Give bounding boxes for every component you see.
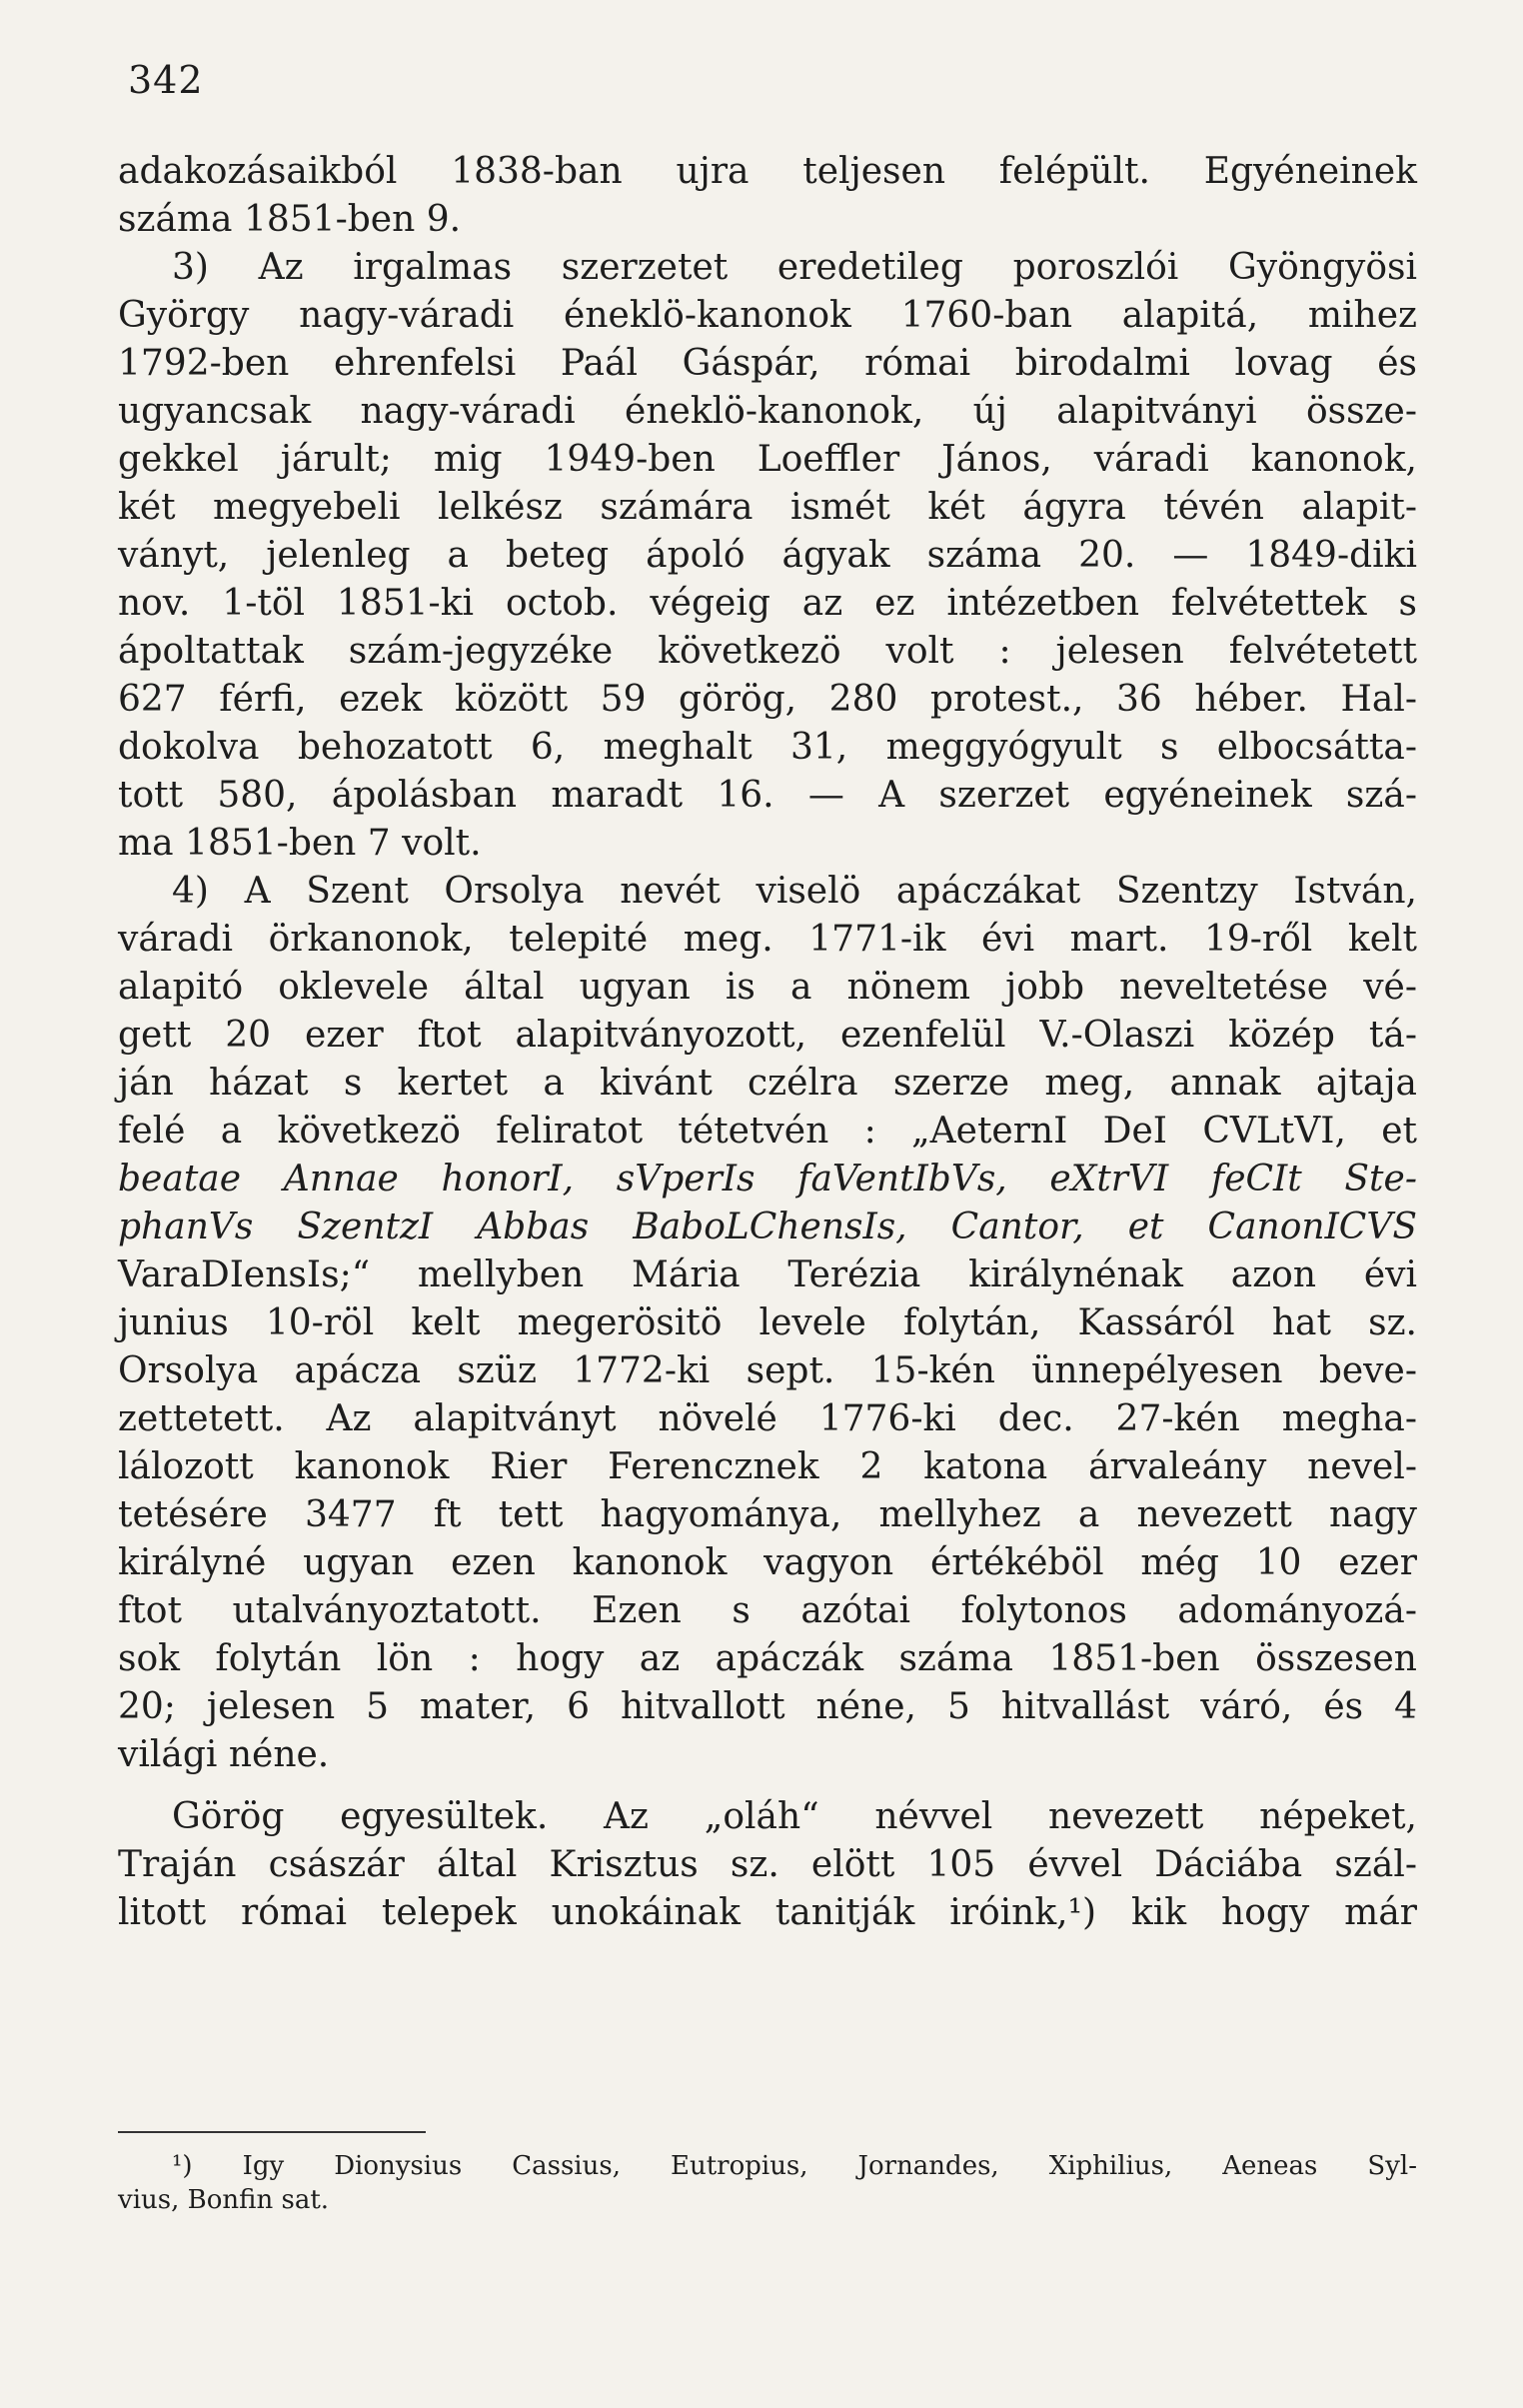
text-line: ugyancsak nagy-váradi éneklö-kanonok, új alapitványi össze- bbox=[118, 391, 1417, 432]
footnote-line: vius, Bonfin sat. bbox=[118, 2185, 330, 2215]
text-line: felé a következö feliratot tétetvén : „AeternI DeI CVLtVI, et bbox=[118, 1111, 1417, 1152]
page-number: 342 bbox=[128, 58, 204, 102]
footnote-line: ¹) Igy Dionysius Cassius, Eutropius, Jornandes, Xiphilius, Aeneas Syl- bbox=[172, 2151, 1417, 2181]
text-line: váradi örkanonok, telepité meg. 1771-ik évi mart. 19-ről kelt bbox=[118, 919, 1417, 960]
text-line: phanVs SzentzI Abbas BaboLChensIs, Cantor, et CanonICVS bbox=[118, 1206, 1417, 1247]
text-line: Görög egyesültek. Az „oláh“ névvel nevezett népeket, bbox=[172, 1796, 1417, 1837]
text-line: lálozott kanonok Rier Ferencznek 2 katona árvaleány nevel- bbox=[118, 1446, 1417, 1487]
text-line: György nagy-váradi éneklö-kanonok 1760-ban alapitá, mihez bbox=[118, 295, 1417, 336]
footnote-divider bbox=[118, 2131, 426, 2133]
body-text bbox=[118, 148, 1417, 1937]
text-line: junius 10-röl kelt megerösitö levele folytán, Kassáról hat sz. bbox=[118, 1302, 1417, 1343]
text-line: gekkel járult; mig 1949-ben Loeffler János, váradi kanonok, bbox=[118, 439, 1417, 480]
text-line: sok folytán lön : hogy az apáczák száma 1851-ben összesen bbox=[118, 1638, 1417, 1679]
text-line: beatae Annae honorI, sVperIs faVentIbVs, eXtrVI feCIt Ste- bbox=[118, 1159, 1417, 1200]
text-line: 4) A Szent Orsolya nevét viselö apáczákat Szentzy István, bbox=[172, 871, 1417, 912]
text-line: Orsolya apácza szüz 1772-ki sept. 15-kén ünnepélyesen beve- bbox=[118, 1350, 1417, 1391]
text-line: VaraDIensIs;“ mellyben Mária Terézia királynénak azon évi bbox=[118, 1254, 1417, 1295]
text-line: gett 20 ezer ftot alapitványozott, ezenfelül V.-Olaszi közép tá- bbox=[118, 1015, 1417, 1056]
text-line: litott római telepek unokáinak tanitják iróink,¹) kik hogy már bbox=[118, 1892, 1417, 1933]
text-line: ma 1851-ben 7 volt. bbox=[118, 823, 482, 864]
text-line: ápoltattak szám-jegyzéke következö volt : jelesen felvétetett bbox=[118, 631, 1417, 672]
text-line: alapitó oklevele által ugyan is a nönem jobb neveltetése vé- bbox=[118, 967, 1417, 1008]
text-line: száma 1851-ben 9. bbox=[118, 199, 462, 240]
text-line: adakozásaikból 1838-ban ujra teljesen felépült. Egyéneinek bbox=[118, 151, 1417, 192]
text-line: ványt, jelenleg a beteg ápoló ágyak száma 20. — 1849-diki bbox=[118, 535, 1417, 576]
text-line: 627 férfi, ezek között 59 görög, 280 protest., 36 héber. Hal- bbox=[118, 679, 1417, 720]
text-line: zettetett. Az alapitványt növelé 1776-ki dec. 27-kén megha- bbox=[118, 1398, 1417, 1439]
text-line: két megyebeli lelkész számára ismét két ágyra tévén alapit- bbox=[118, 487, 1417, 528]
text-line: Traján császár által Krisztus sz. elött 105 évvel Dáciába szál- bbox=[118, 1844, 1417, 1885]
text-line: tetésére 3477 ft tett hagyománya, mellyhez a nevezett nagy bbox=[118, 1494, 1417, 1535]
text-line: 3) Az irgalmas szerzetet eredetileg poroszlói Gyöngyösi bbox=[172, 247, 1417, 288]
text-line: tott 580, ápolásban maradt 16. — A szerzet egyéneinek szá- bbox=[118, 775, 1417, 816]
text-line: 20; jelesen 5 mater, 6 hitvallott néne, 5 hitvallást váró, és 4 bbox=[118, 1686, 1417, 1727]
text-line: dokolva behozatott 6, meghalt 31, meggyógyult s elbocsátta- bbox=[118, 727, 1417, 768]
footnotes bbox=[118, 2149, 1417, 2217]
text-line: ján házat s kertet a kivánt czélra szerze meg, annak ajtaja bbox=[118, 1063, 1417, 1104]
text-line: nov. 1-töl 1851-ki octob. végeig az ez intézetben felvétettek s bbox=[118, 583, 1417, 624]
text-line: 1792-ben ehrenfelsi Paál Gáspár, római birodalmi lovag és bbox=[118, 343, 1417, 384]
text-line: világi néne. bbox=[118, 1734, 330, 1775]
text-line: királyné ugyan ezen kanonok vagyon értékéböl még 10 ezer bbox=[118, 1542, 1417, 1583]
text-line: ftot utalványoztatott. Ezen s azótai folytonos adományozá- bbox=[118, 1590, 1417, 1631]
